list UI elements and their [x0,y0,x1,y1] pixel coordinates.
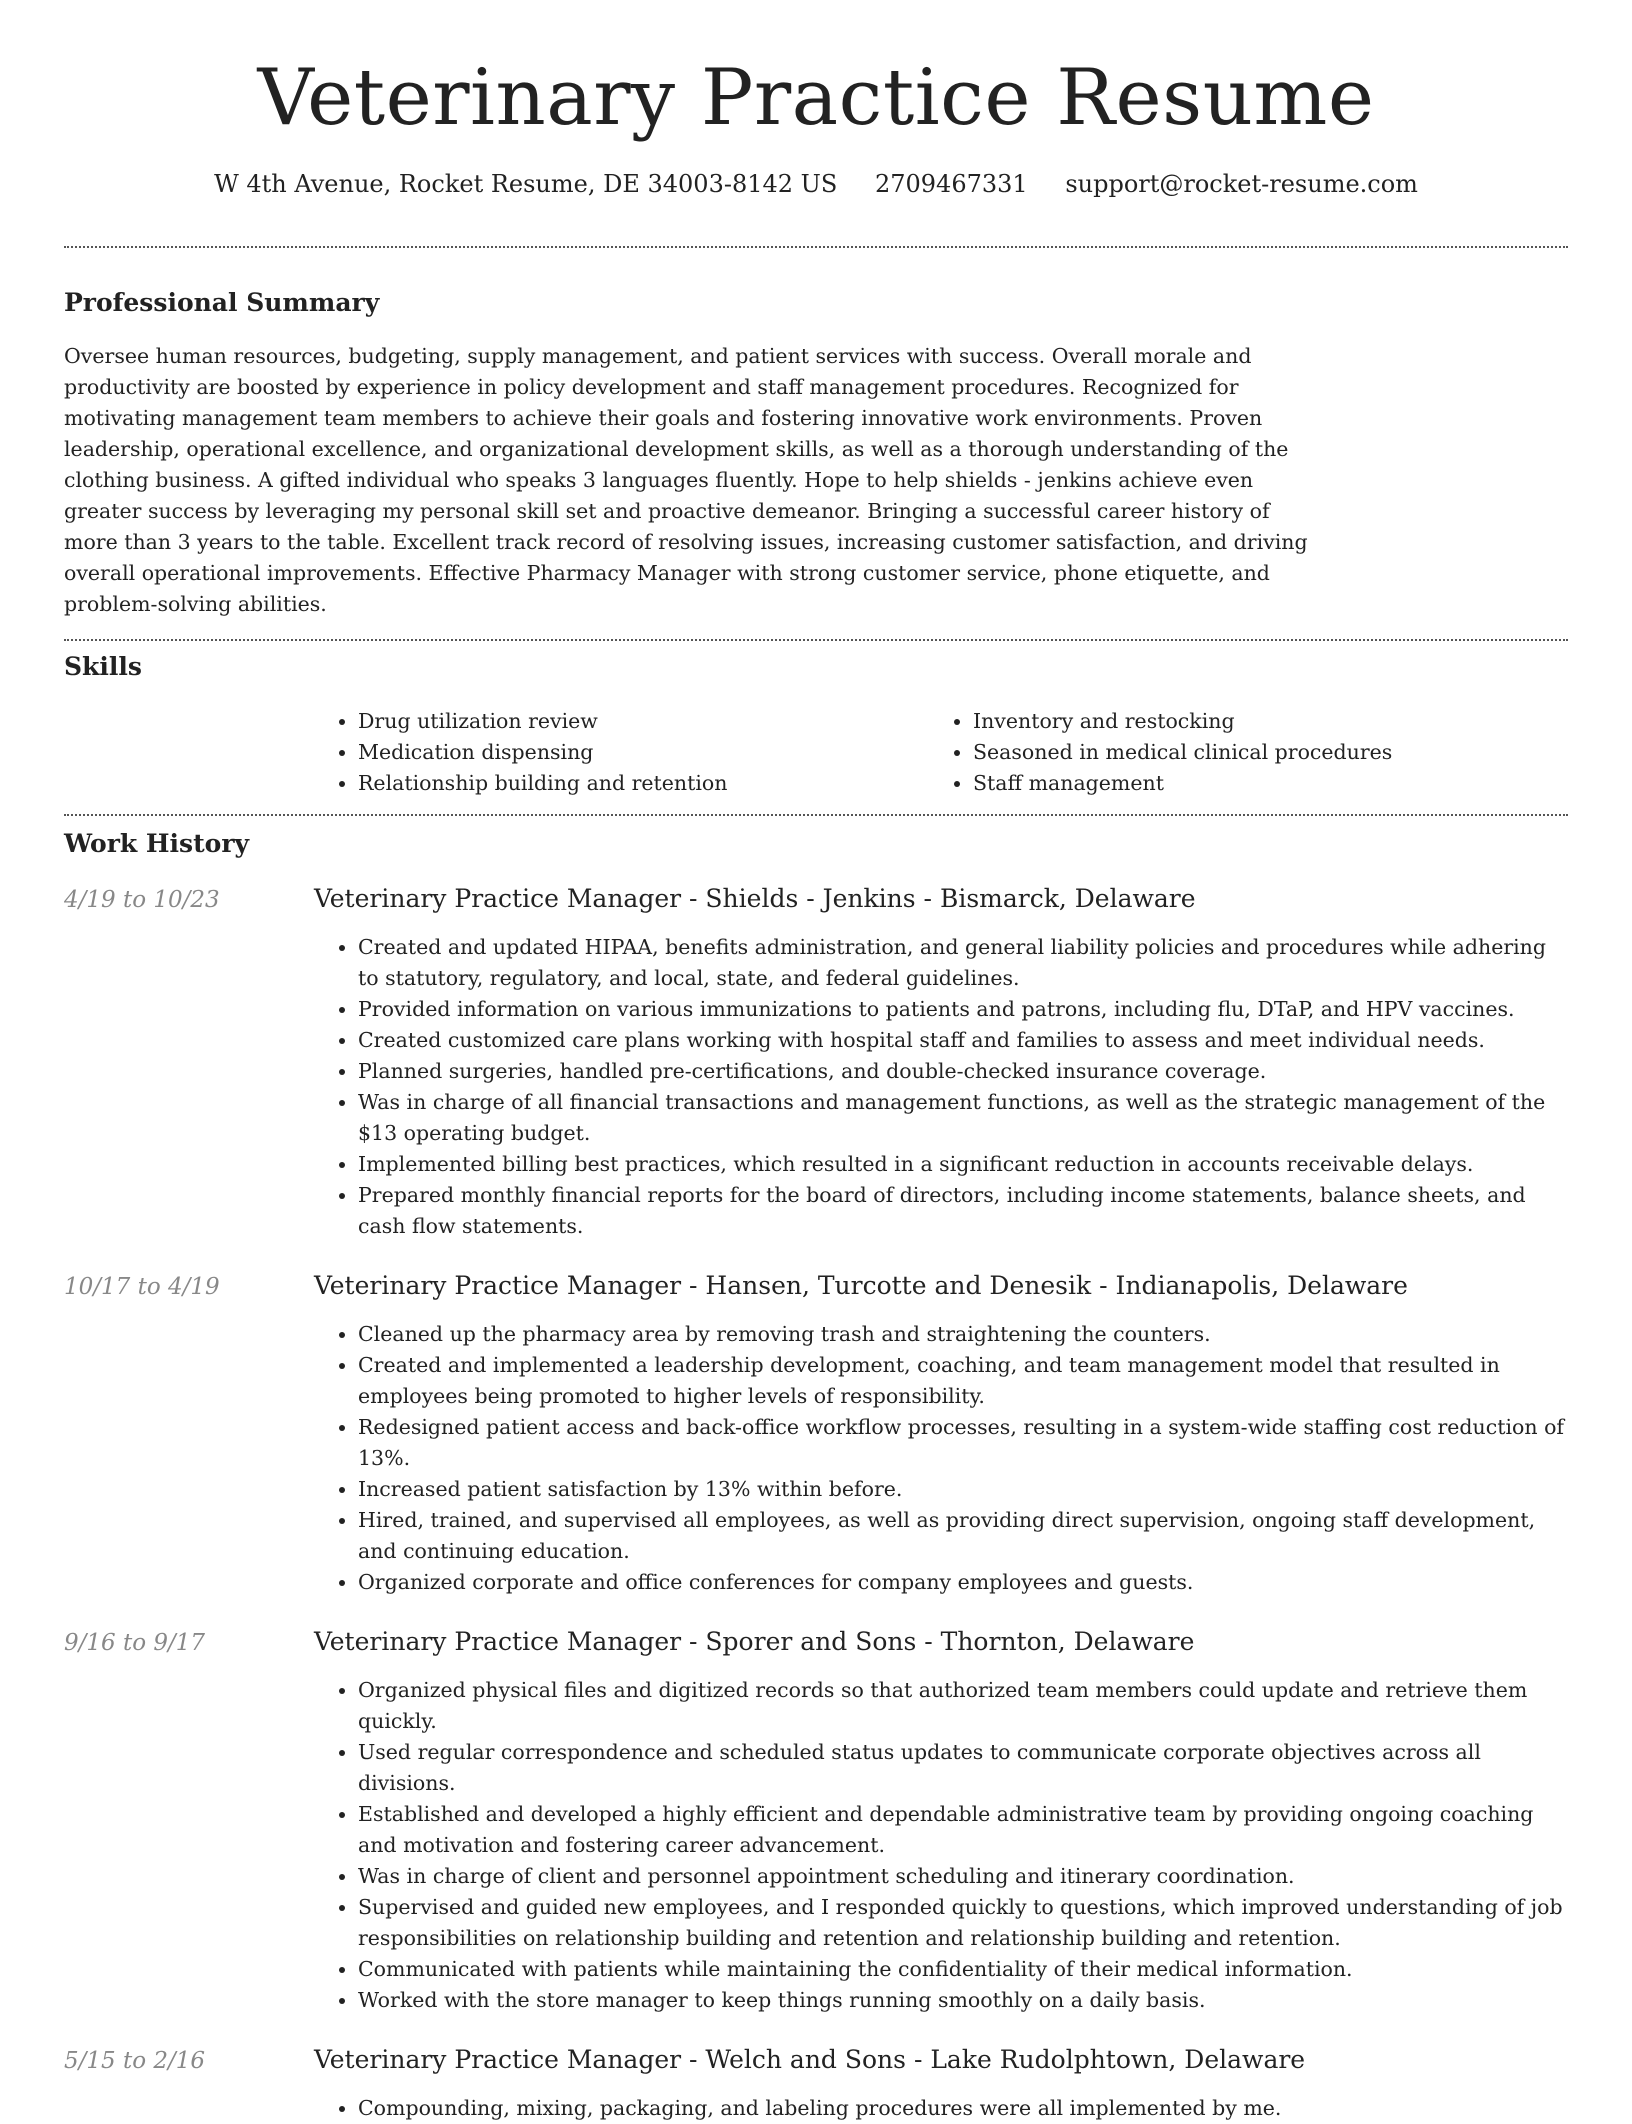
job-bullet: • Prepared monthly financial reports for the board of directors, including income statements, balance sheets, and cash flow statements. [358,1180,1568,1242]
summary-text: Oversee human resources, budgeting, supply management, and patient services with success. Overall morale and productivity are boosted by experience in policy development and staff management procedures. Recognized for motivating management team members to achieve their goals and fostering innovative work environments. Proven leadership, operational excellence, and organizational development skills, as well as a thorough understanding of the clothing business. A gifted individual who speaks 3 languages fluently. Hope to help shields - jenkins achieve even greater success by leveraging my personal skill set and proactive demeanor. Bringing a successful career history of more than 3 years to the table. Excellent track record of resolving issues, increasing customer satisfaction, and driving overall operational improvements. Effective Pharmacy Manager with strong customer service, phone etiquette, and problem-solving abilities. [64,344,1308,616]
contact-address: W 4th Avenue, Rocket Resume, DE 34003-8142 US [214,170,838,198]
job-bullet: • Communicated with patients while maintaining the confidentiality of their medical information. [358,1954,1568,1985]
job-bullets [314,2093,1568,2124]
job-bullet: • Organized physical files and digitized records so that authorized team members could update and retrieve them quickly. [358,1675,1568,1737]
job-entry [64,884,1568,1242]
job-bullet: • Redesigned patient access and back-office workflow processes, resulting in a system-wide staffing cost reduction of 13%. [358,1412,1568,1474]
section-title-skills: Skills [64,652,142,681]
job-header [64,1271,1568,1307]
job-bullets [314,1675,1568,2016]
work-history-section [64,829,1568,2124]
job-bullet: • Was in charge of all financial transactions and management functions, as well as the strategic management of the $13 operating budget. [358,1087,1568,1149]
skill-item: • Seasoned in medical clinical procedures [973,737,1544,768]
job-bullet: • Increased patient satisfaction by 13% within before. [358,1474,1568,1505]
job-bullet: • Created customized care plans working with hospital staff and families to assess and meet individual needs. [358,1025,1568,1056]
job-header [64,884,1568,920]
job-entry [64,1271,1568,1598]
skill-item: • Staff management [973,768,1544,799]
job-bullet: • Was in charge of client and personnel appointment scheduling and itinerary coordination. [358,1861,1568,1892]
job-bullet: • Planned surgeries, handled pre-certifications, and double-checked insurance coverage. [358,1056,1568,1087]
job-bullet: • Cleaned up the pharmacy area by removing trash and straightening the counters. [358,1319,1568,1350]
section-title-work-history: Work History [64,829,250,858]
job-entry [64,1627,1568,2016]
job-title: Veterinary Practice Manager - Welch and Sons - Lake Rudolphtown, Delaware [314,2045,1306,2074]
resume-title: Veterinary Practice Resume [257,53,1375,143]
job-bullet: • Worked with the store manager to keep things running smoothly on a daily basis. [358,1985,1568,2016]
job-bullets [314,932,1568,1242]
skills-column-right [929,706,1544,799]
job-dates: 9/16 to 9/17 [64,1630,206,1656]
job-bullet: • Created and updated HIPAA, benefits administration, and general liability policies and procedures while adhering to statutory, regulatory, and local, state, and federal guidelines. [358,932,1568,994]
divider [64,639,1568,641]
job-entry [64,2045,1568,2124]
job-bullet: • Supervised and guided new employees, and I responded quickly to questions, which improved understanding of job responsibilities on relationship building and retention and relationship building and retention. [358,1892,1568,1954]
job-bullet: • Hired, trained, and supervised all employees, as well as providing direct supervision, ongoing staff development, and continuing education. [358,1505,1568,1567]
job-title: Veterinary Practice Manager - Sporer and Sons - Thornton, Delaware [314,1627,1195,1656]
resume-page [64,0,1568,2124]
section-title-summary: Professional Summary [64,288,380,317]
job-dates: 4/19 to 10/23 [64,887,220,913]
job-dates: 5/15 to 2/16 [64,2048,206,2074]
skill-item: • Medication dispensing [358,737,929,768]
skill-item: • Relationship building and retention [358,768,929,799]
job-bullet: • Implemented billing best practices, which resulted in a significant reduction in accounts receivable delays. [358,1149,1568,1180]
skills-column-left [314,706,929,799]
skills-section [64,652,1568,799]
divider [64,814,1568,816]
job-header [64,1627,1568,1663]
job-bullet: • Provided information on various immunizations to patients and patrons, including flu, DTaP, and HPV vaccines. [358,994,1568,1025]
contact-line [64,168,1568,200]
job-bullet: • Created and implemented a leadership development, coaching, and team management model that resulted in employees being promoted to higher levels of responsibility. [358,1350,1568,1412]
summary-section [64,288,1568,620]
job-dates: 10/17 to 4/19 [64,1274,220,1300]
job-bullets [314,1319,1568,1598]
job-bullet: • Used regular correspondence and scheduled status updates to communicate corporate objectives across all divisions. [358,1737,1568,1799]
job-title: Veterinary Practice Manager - Shields - Jenkins - Bismarck, Delaware [314,884,1196,913]
job-title: Veterinary Practice Manager - Hansen, Turcotte and Denesik - Indianapolis, Delaware [314,1271,1408,1300]
divider [64,246,1568,248]
job-bullet: • Established and developed a highly efficient and dependable administrative team by providing ongoing coaching and motivation and fostering career advancement. [358,1799,1568,1861]
skill-item: • Inventory and restocking [973,706,1544,737]
job-bullet: • Organized corporate and office conferences for company employees and guests. [358,1567,1568,1598]
contact-email: support@rocket-resume.com [1065,170,1418,198]
contact-phone: 2709467331 [874,170,1028,198]
job-bullet: • Compounding, mixing, packaging, and labeling procedures were all implemented by me. [358,2093,1568,2124]
skill-item: • Drug utilization review [358,706,929,737]
skills-list [314,706,1568,799]
job-header [64,2045,1568,2081]
